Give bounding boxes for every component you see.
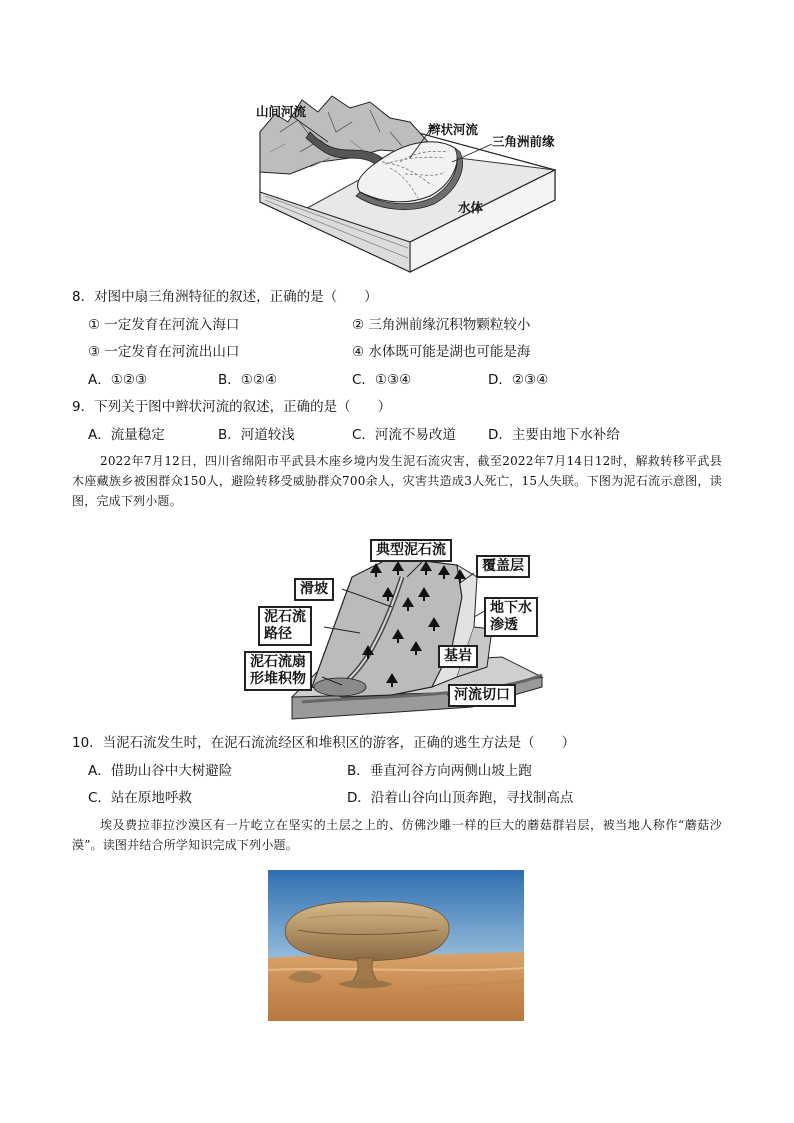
passage-mushroom-desert-text: 埃及费拉菲拉沙漠区有一片屹立在坚实的土层之上的、仿佛沙雕一样的巨大的蘑菇群岩层，被当地人称作“蘑菇沙漠”。读图并结合所学知识完成下列小题。 bbox=[72, 818, 722, 852]
label-water-body: 水体 bbox=[458, 200, 484, 215]
label-groundwater-line1: 地下水 bbox=[490, 600, 532, 616]
question-9-stem: 9．下列关于图中辫状河流的叙述，正确的是（ ） bbox=[72, 399, 392, 415]
q9-option-d[interactable]: D．主要由地下水补给 bbox=[488, 427, 620, 443]
label-landslide: 滑坡 bbox=[294, 578, 334, 601]
label-cover-layer: 覆盖层 bbox=[476, 555, 530, 578]
fan-delta-figure bbox=[240, 92, 570, 274]
passage-mushroom-desert bbox=[72, 815, 722, 855]
label-mountain-river: 山间河流 bbox=[256, 104, 307, 119]
q8-option-c[interactable]: C．①③④ bbox=[352, 372, 412, 388]
label-delta-front: 三角洲前缘 bbox=[492, 134, 555, 149]
q9-option-c[interactable]: C．河流不易改道 bbox=[352, 427, 456, 443]
label-fan-line1: 泥石流扇 bbox=[250, 654, 306, 670]
q9-option-a[interactable]: A．流量稳定 bbox=[88, 427, 165, 443]
label-fan-line2: 形堆积物 bbox=[250, 671, 306, 687]
label-path-line2: 路径 bbox=[264, 626, 292, 642]
q10-option-a[interactable]: A．借助山谷中大树避险 bbox=[88, 763, 233, 779]
q8-option-d[interactable]: D．②③④ bbox=[488, 372, 549, 388]
q8-item-4: ④ 水体既可能是湖也可能是海 bbox=[352, 344, 531, 360]
passage-debris-flow-text: 2022年7月12日，四川省绵阳市平武县木座乡境内发生泥石流灾害，截至2022年7月14日12时，解救转移平武县木座藏族乡被困群众150人，避险转移受威胁群众700余人，灾害共造成3人死亡，15人失联。下图为泥石流示意图，读图，完成下列小题。 bbox=[72, 454, 722, 508]
label-braided-river: 辫状河流 bbox=[428, 122, 479, 137]
q8-option-a[interactable]: A．①②③ bbox=[88, 372, 148, 388]
q8-item-2: ② 三角洲前缘沉积物颗粒较小 bbox=[352, 317, 531, 333]
debris-flow-figure bbox=[242, 537, 558, 720]
label-debris-path bbox=[258, 606, 312, 646]
label-typical-debris-flow: 典型泥石流 bbox=[370, 539, 452, 562]
q9-option-b[interactable]: B．河道较浅 bbox=[218, 427, 295, 443]
label-bedrock: 基岩 bbox=[438, 645, 478, 668]
q10-option-b[interactable]: B．垂直河谷方向两侧山坡上跑 bbox=[347, 763, 532, 779]
q10-option-c[interactable]: C．站在原地呼救 bbox=[88, 790, 192, 806]
q8-item-3: ③ 一定发育在河流出山口 bbox=[88, 344, 240, 360]
q8-option-b[interactable]: B．①②④ bbox=[218, 372, 278, 388]
label-groundwater-seepage bbox=[484, 597, 538, 637]
question-8-stem: 8．对图中扇三角洲特征的叙述，正确的是（ ） bbox=[72, 289, 378, 305]
passage-debris-flow bbox=[72, 451, 722, 511]
label-groundwater-line2: 渗透 bbox=[490, 617, 518, 633]
q10-option-d[interactable]: D．沿着山谷向山顶奔跑，寻找制高点 bbox=[347, 790, 574, 806]
mushroom-rock-photo bbox=[268, 870, 524, 1021]
question-10-stem: 10．当泥石流发生时，在泥石流流经区和堆积区的游客，正确的逃生方法是（ ） bbox=[72, 735, 576, 751]
mushroom-rock-image bbox=[268, 870, 524, 1021]
label-river-incision: 河流切口 bbox=[448, 684, 516, 707]
q8-item-1: ① 一定发育在河流入海口 bbox=[88, 317, 240, 333]
label-path-line1: 泥石流 bbox=[264, 609, 306, 625]
label-fan-deposit bbox=[244, 651, 312, 691]
